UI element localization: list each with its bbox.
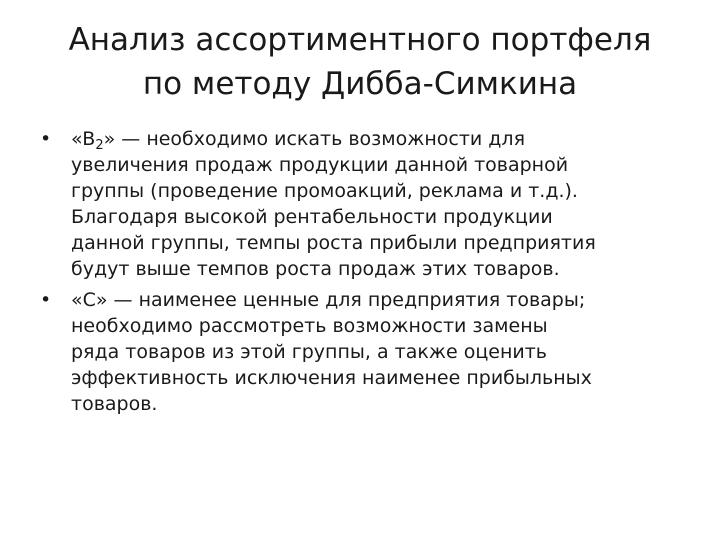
bullet-item-c <box>40 287 700 417</box>
bullet-marker: • <box>40 289 52 311</box>
bullet-line: эффективность исключения наименее прибыльных <box>71 367 592 389</box>
bullet-text <box>71 126 700 282</box>
bullet-list <box>40 126 700 417</box>
bullet-line-text: — необходимо искать возможности для <box>115 128 525 150</box>
bullet-marker: • <box>40 128 52 150</box>
title-line-2: по методу Дибба-Симкина <box>142 66 578 102</box>
bullet-line: необходимо рассмотреть возможности замены <box>71 315 548 337</box>
bullet-line: товаров. <box>71 393 158 415</box>
slide-title <box>40 18 680 106</box>
bullet-line: данной группы, темпы роста прибыли предприятия <box>71 232 596 254</box>
group-label-subscript: 2 <box>95 138 104 153</box>
bullet-line: группы (проведение промоакций, реклама и т.д.). <box>71 180 578 202</box>
bullet-line <box>71 126 700 152</box>
bullet-line: будут выше темпов роста продаж этих товаров. <box>71 258 560 280</box>
bullet-line: «С» — наименее ценные для предприятия товары; <box>71 289 586 311</box>
bullet-line: Благодаря высокой рентабельности продукции <box>71 206 553 228</box>
bullet-line: увеличения продаж продукции данной товарной <box>71 154 569 176</box>
group-label-close: » <box>103 128 116 150</box>
group-label-open: «B <box>71 128 96 150</box>
bullet-line: ряда товаров из этой группы, а также оценить <box>71 341 547 363</box>
title-line-1: Анализ ассортиментного портфеля <box>68 22 652 58</box>
bullet-item-b2 <box>40 126 700 282</box>
bullet-text <box>71 287 700 417</box>
